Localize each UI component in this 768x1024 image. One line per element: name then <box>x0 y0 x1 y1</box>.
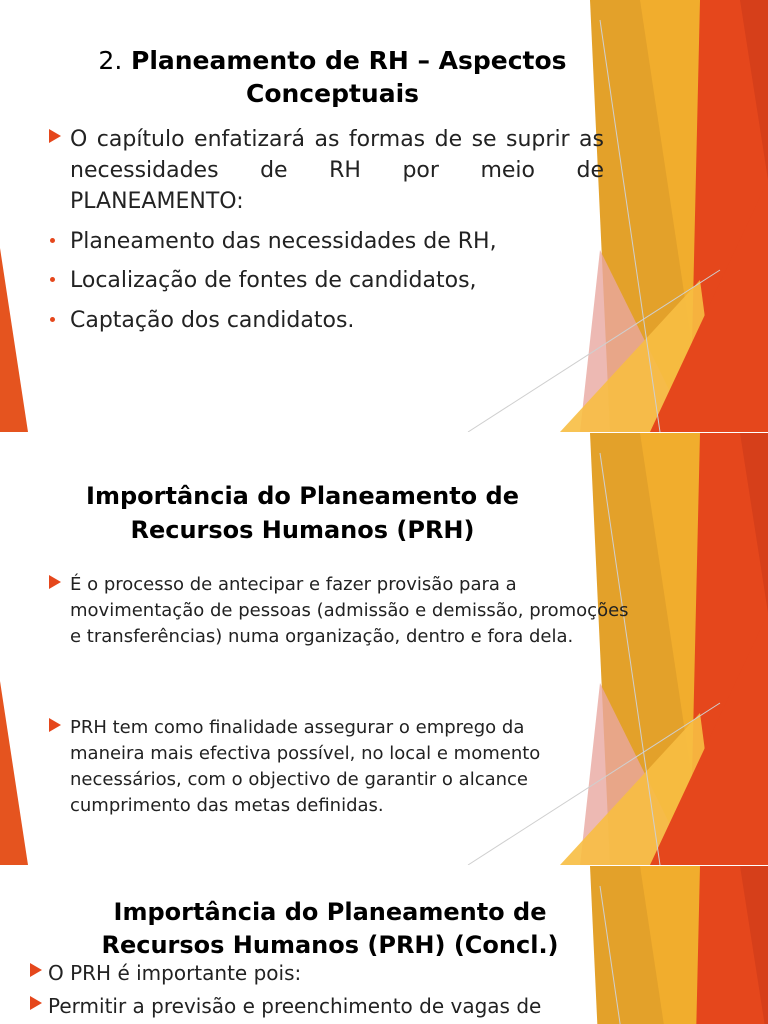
slide-3 <box>0 866 768 1024</box>
list-item: Planeamento das necessidades de RH, <box>70 229 497 254</box>
bullet-dot-icon <box>50 238 55 243</box>
bullet-dot-icon <box>50 317 55 322</box>
slide-title: Importância do Planeamento de Recursos Humanos (PRH) <box>86 482 519 544</box>
list-item: Captação dos candidatos. <box>70 308 355 333</box>
paragraph: PRH tem como finalidade assegurar o emprego da maneira mais efectiva possível, no local e momento necessários, com o objectivo de garantir o alcance cumprimento das metas definidas. <box>70 717 541 816</box>
intro-text: O capítulo enfatizará as formas de se suprir as necessidades de RH por meio de PLANEAMENTO: <box>70 127 604 214</box>
bullet-dot-icon <box>50 277 55 282</box>
bullet-arrow-icon <box>49 718 61 732</box>
title-text: Planeamento de RH – Aspectos Conceptuais <box>131 46 567 108</box>
slide-title <box>60 44 605 110</box>
bullet-arrow-icon <box>30 996 42 1010</box>
paragraph: É o processo de antecipar e fazer provisão para a movimentação de pessoas (admissão e demissão, promoções e transferências) numa organização, dentro e fora dela. <box>70 574 629 647</box>
slide-1 <box>0 0 768 432</box>
list-item: O PRH é importante pois: <box>48 961 302 985</box>
title-number: 2. <box>98 46 123 75</box>
slide-2 <box>0 433 768 865</box>
bullet-arrow-icon <box>30 963 42 977</box>
list-item: Permitir a previsão e preenchimento de vagas de <box>48 994 542 1018</box>
list-item: Localização de fontes de candidatos, <box>70 268 477 293</box>
bullet-arrow-icon <box>49 575 61 589</box>
bullet-arrow-icon <box>49 129 61 143</box>
slide-title: Importância do Planeamento de Recursos Humanos (PRH) (Concl.) <box>101 898 559 959</box>
